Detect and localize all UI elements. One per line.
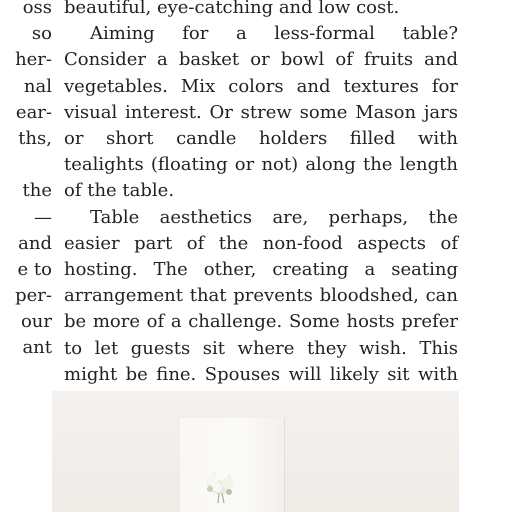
- left-fragment: —: [34, 206, 52, 228]
- left-fragment: e to: [17, 258, 52, 280]
- left-fragment: and: [18, 232, 52, 254]
- left-fragment: nal: [23, 75, 52, 97]
- left-fragment: [0, 152, 52, 178]
- left-fragment: the: [22, 180, 52, 202]
- left-fragment: ant: [22, 337, 52, 359]
- article-paragraph: Table aesthetics are, perhaps, the easier part of the non-food aspects of hosting. The other, creating a seating arrangement that prevents bloodshed, can be more of a challenge. Some hosts prefer to let guests sit where they wish. This might be fine. Spouses will likely sit with: [64, 206, 458, 385]
- left-fragment: per-: [15, 285, 52, 307]
- left-fragment: our: [20, 311, 52, 333]
- left-fragment: her-: [15, 49, 52, 71]
- article-photo: [52, 391, 459, 512]
- article-line-continued: beautiful, eye-catching and low cost.: [64, 0, 400, 18]
- left-column-fragments: [0, 0, 52, 362]
- left-fragment: oss: [22, 0, 52, 18]
- left-fragment: ths,: [18, 127, 52, 149]
- left-fragment: ear-: [15, 101, 52, 123]
- article-body: [64, 0, 458, 414]
- article-paragraph: Aiming for a less-formal table? Consider a basket or bowl of fruits and vegetables. Mix colors and textures for visual interest. Or strew some Mason jars or short candle holders filled with tealights (floating or not) along the length of the table.: [64, 23, 458, 202]
- left-fragment: so: [31, 23, 52, 45]
- flower-bouquet-icon: [198, 463, 242, 503]
